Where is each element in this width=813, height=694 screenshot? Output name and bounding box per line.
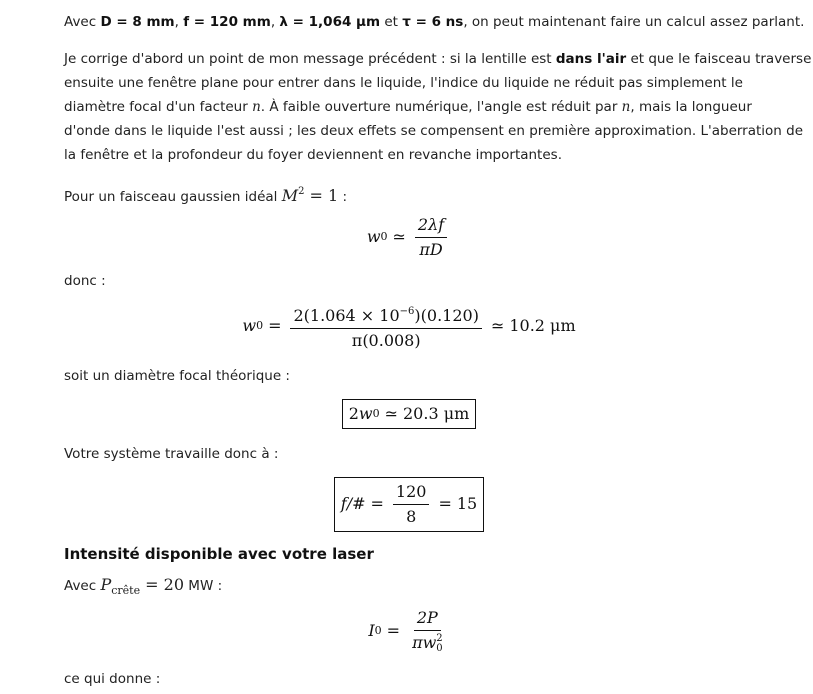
waist-calculation: w 0 = $\frac{2(1.064 \times 10^{-6})(0.120)}{\pi(0.008)}$ ≃ 10.2 μm: [64, 302, 754, 350]
diameter-formula: [64, 399, 754, 429]
system-intro: Votre système travaille donc à :: [64, 446, 279, 462]
fnumber-formula: [64, 480, 754, 528]
fnumber-box: f/# = $\frac{120}{8}$ = 15: [334, 477, 484, 532]
waist-formula: w 0 ≃ $\frac{2\lambda f}{\pi D}$: [64, 214, 754, 260]
diameter-intro: soit un diamètre focal théorique :: [64, 368, 290, 384]
intro-paragraph: Avec D = 8 mm, f = 120 mm, λ = 1,064 µm et τ = 6 ns, on peut maintenant faire un calcul assez parlant.: [64, 14, 805, 30]
donc-text: donc :: [64, 273, 106, 289]
correction-paragraph: Je corrige d'abord un point de mon message précédent : si la lentille est dans l'air et que le faisceau traverse ensuite une fenêtre plane pour entrer dans le liquide, l'indice du liquide ne réduit pas simplement le diamètre focal d'un facteur n. À faible ouverture numérique, l'angle est réduit par n, mais la longueur d'onde dans le liquide l'est aussi ; les deux effets se compensent en première approximation. L'aberration de la fenêtre et la profondeur du foyer deviennent en revanche importantes.: [64, 51, 812, 163]
intensity-formula: I 0 = 2P πw 2 0: [368, 608, 443, 654]
section-heading: Intensité disponible avec votre laser: [64, 545, 374, 563]
diameter-box: 2 w 0 ≃ 20.3 μm: [342, 399, 477, 429]
peak-power-line: Avec $P_{crête} = 20$ MW :: [64, 575, 223, 597]
result-intro: ce qui donne :: [64, 671, 161, 687]
gaussian-beam-line: Pour un faisceau gaussien idéal $M^2 = 1$ :: [64, 186, 348, 205]
